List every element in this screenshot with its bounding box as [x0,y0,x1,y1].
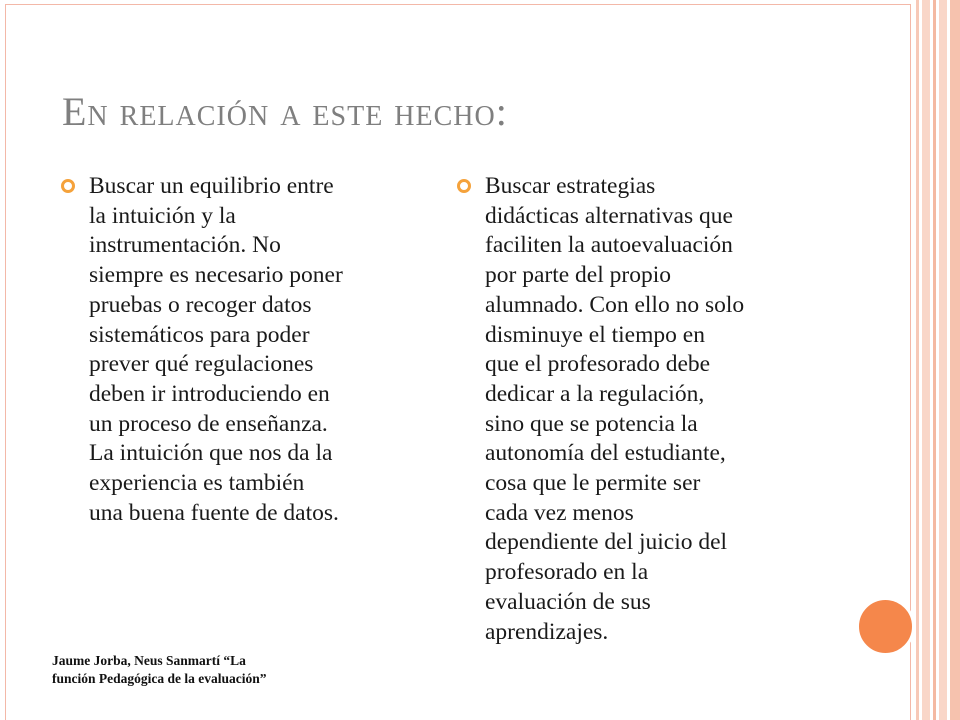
slide-title: En relación a este hecho: [62,89,508,134]
left-column [60,172,420,528]
orange-circle-decoration [856,597,915,656]
hollow-circle-bullet-icon [60,178,78,194]
bullet-text-left: Buscar un equilibrio entre la intuición y la instrumentación. No siempre es necesario poner pruebas o recoger datos sistemáticos para poder prever qué regulaciones deben ir introduciendo en un proceso de enseñanza. La intuición que nos da la experiencia es también una buena fuente de datos. [89,173,343,526]
bullet-text-right: Buscar estrategias didácticas alternativas que faciliten la autoevaluación por parte del propio alumnado. Con ello no solo disminuye el tiempo en que el profesorado debe dedicar a la regulación, sino que se potencia la autonomía del estudiante, cosa que le permite ser cada vez menos dependiente del juicio del profesorado en la evaluación de sus aprendizajes. [485,173,745,645]
stripe [933,0,936,720]
bullet-item [456,172,816,647]
right-column [456,172,816,647]
bullet-item [60,172,420,528]
stripe [950,0,960,720]
hollow-circle-bullet-icon [456,178,474,194]
right-decorative-stripes [916,0,960,720]
stripe [916,0,919,720]
citation: Jaume Jorba, Neus Sanmartí “La función Pedagógica de la evaluación” [52,653,267,686]
stripe [939,0,947,720]
stripe [922,0,930,720]
